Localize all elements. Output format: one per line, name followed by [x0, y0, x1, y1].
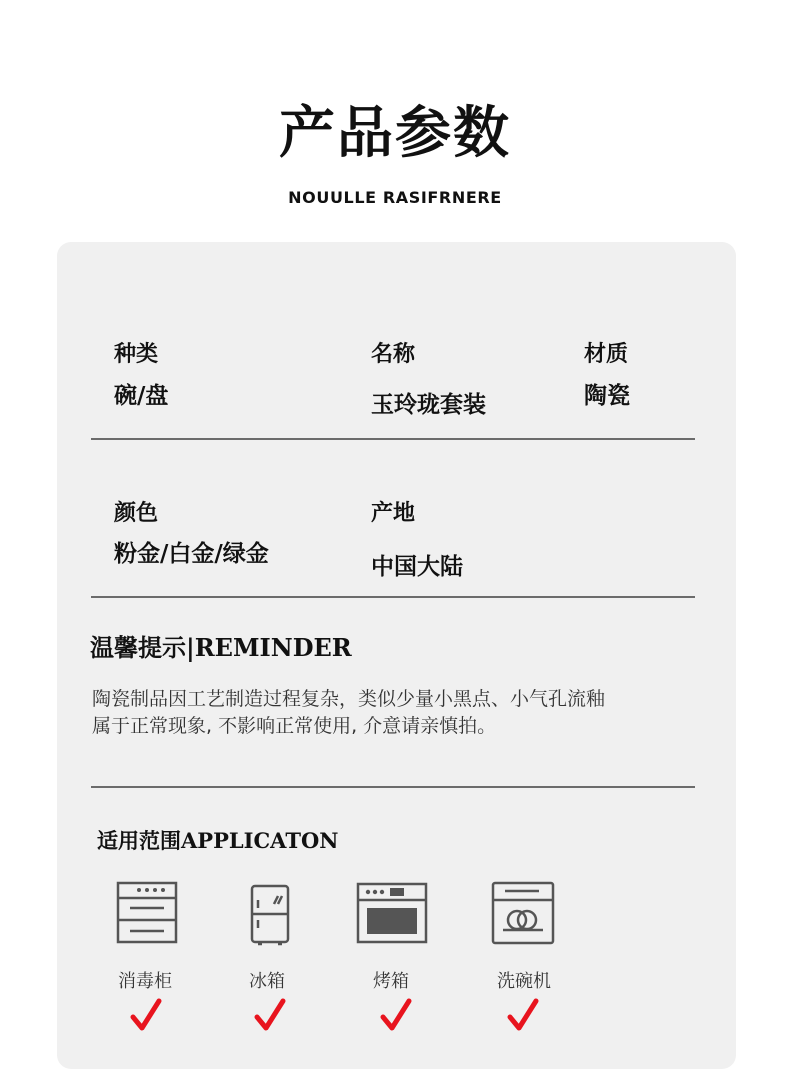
param-type-value: 碗/盘: [114, 382, 169, 409]
oven-icon: [356, 880, 428, 946]
divider-3: [91, 786, 695, 788]
application-label-refrigerator: 冰箱: [249, 971, 285, 992]
application-label-dishwasher: 洗碗机: [497, 971, 551, 992]
param-name-value: 玉玲珑套装: [371, 391, 486, 418]
param-material-label: 材质: [584, 341, 629, 367]
check-icon: [507, 998, 539, 1032]
param-material-value: 陶瓷: [584, 382, 630, 409]
sterilizer-cabinet-icon: [116, 880, 178, 946]
page-title: 产品参数: [279, 100, 511, 166]
param-type-label: 种类: [114, 341, 159, 367]
refrigerator-icon: [248, 880, 292, 948]
application-label-oven: 烤箱: [373, 971, 409, 992]
reminder-line-1: 陶瓷制品因工艺制造过程复杂，类似少量小黑点、小气孔流釉: [92, 688, 606, 710]
reminder-line-2: 属于正常现象, 不影响正常使用, 介意请亲慎拍。: [92, 715, 497, 737]
param-name-label: 名称: [371, 341, 416, 367]
param-origin-value: 中国大陆: [371, 553, 463, 580]
param-color-label: 颜色: [114, 500, 159, 526]
divider-1: [91, 438, 695, 440]
reminder-title: 温馨提示|REMINDER: [90, 633, 352, 662]
check-icon: [254, 998, 286, 1032]
check-icon: [380, 998, 412, 1032]
dishwasher-icon: [491, 880, 555, 946]
page-subtitle: NOUULLE RASIFRNERE: [288, 188, 502, 207]
application-title: 适用范围APPLICATON: [97, 828, 339, 853]
check-icon: [130, 998, 162, 1032]
param-color-value: 粉金/白金/绿金: [114, 540, 269, 567]
reminder-text: [92, 686, 702, 740]
divider-2: [91, 596, 695, 598]
application-label-sterilizer: 消毒柜: [118, 971, 172, 992]
param-origin-label: 产地: [371, 500, 416, 526]
